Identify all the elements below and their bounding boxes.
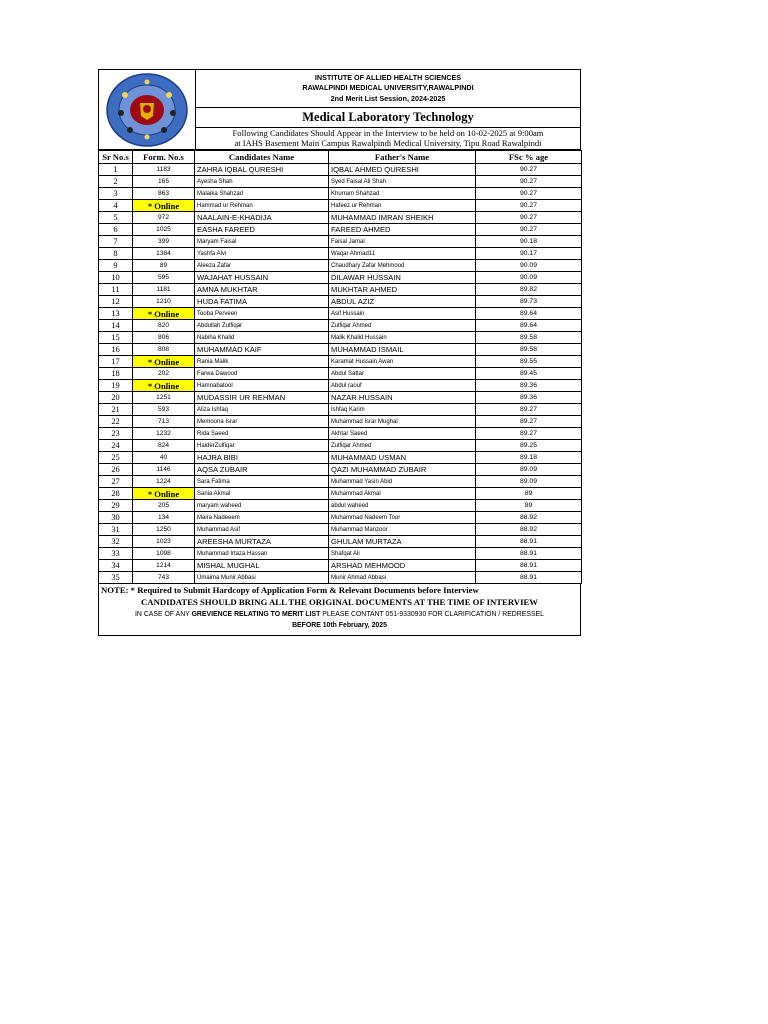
candidate-name-cell: Farwa Dawood (195, 368, 329, 380)
fsc-percentage-cell: 88.92 (476, 512, 582, 524)
table-row (99, 464, 582, 476)
form-no-cell: 1210 (133, 296, 195, 308)
sr-cell: 24 (99, 440, 133, 452)
table-row (99, 284, 582, 296)
instruction-line-2: at IAHS Basement Main Campus Rawalpindi Medical University, Tipu Road Rawalpindi (234, 137, 542, 148)
sr-cell: 22 (99, 416, 133, 428)
father-name-cell: Faisal Jamal (329, 236, 476, 248)
candidate-name-cell: Abdullah Zulfiqar (195, 320, 329, 332)
candidate-name-cell: Sara Fatima (195, 476, 329, 488)
father-name-cell: ARSHAD MEHMOOD (329, 560, 476, 572)
candidate-name-cell: Muhammad Asif (195, 524, 329, 536)
sr-cell: 15 (99, 332, 133, 344)
form-no-cell: 595 (133, 272, 195, 284)
column-header-father: Father's Name (329, 151, 476, 164)
father-name-cell: MUKHTAR AHMED (329, 284, 476, 296)
candidate-name-cell: HaiderZulfiqar (195, 440, 329, 452)
form-no-cell: 806 (133, 332, 195, 344)
fsc-percentage-cell: 89 (476, 488, 582, 500)
instruction-line-1: Following Candidates Should Appear in the Interview to be held on 10-02-2025 at 9:00am (232, 128, 544, 138)
form-no-cell: 202 (133, 368, 195, 380)
university-name: RAWALPINDI MEDICAL UNIVERSITY,RAWALPINDI (302, 83, 474, 93)
table-row (99, 212, 582, 224)
fsc-percentage-cell: 89 (476, 500, 582, 512)
father-name-cell: ABDUL AZIZ (329, 296, 476, 308)
table-row (99, 428, 582, 440)
fsc-percentage-cell: 88.91 (476, 560, 582, 572)
candidate-name-cell: HUDA FATIMA (195, 296, 329, 308)
father-name-cell: Chaudhary Zafar Mehmood (329, 260, 476, 272)
note-hardcopy: NOTE: * Required to Submit Hardcopy of Application Form & Relevant Documents before Interview (101, 585, 479, 595)
candidate-name-cell: NAALAIN-E-KHADIJA (195, 212, 329, 224)
form-no-cell: 1181 (133, 284, 195, 296)
sr-cell: 11 (99, 284, 133, 296)
table-row (99, 404, 582, 416)
fsc-percentage-cell: 89.45 (476, 368, 582, 380)
father-name-cell: Karamat Hussain Awan (329, 356, 476, 368)
candidate-name-cell: MISHAL MUGHAL (195, 560, 329, 572)
table-row (99, 368, 582, 380)
father-name-cell: Muhammad Manzoor (329, 524, 476, 536)
note-grievance (101, 609, 578, 620)
table-row (99, 416, 582, 428)
table-row (99, 548, 582, 560)
form-no-cell: 1232 (133, 428, 195, 440)
candidate-name-cell: AREESHA MURTAZA (195, 536, 329, 548)
notes-section (98, 584, 581, 636)
sr-cell: 21 (99, 404, 133, 416)
father-name-cell: Hafeez ur Rehman (329, 200, 476, 212)
sr-cell: 10 (99, 272, 133, 284)
form-no-cell: 205 (133, 500, 195, 512)
father-name-cell: Muhammad Nadeem Toor (329, 512, 476, 524)
merit-list-sheet (98, 69, 581, 636)
note-deadline: BEFORE 10th February, 2025 (292, 622, 387, 629)
candidate-name-cell: ZAHRA IQBAL QURESHI (195, 164, 329, 176)
candidate-name-cell: Muhammad Irtaza Hassan (195, 548, 329, 560)
sr-cell: 3 (99, 188, 133, 200)
father-name-cell: MUHAMMAD USMAN (329, 452, 476, 464)
merit-table (98, 150, 582, 584)
sr-cell: 4 (99, 200, 133, 212)
table-row (99, 308, 582, 320)
candidate-name-cell: Yashfa Alvi (195, 248, 329, 260)
form-no-cell: * Online (133, 308, 195, 320)
fsc-percentage-cell: 88.91 (476, 548, 582, 560)
candidate-name-cell: Nabiha Khalid (195, 332, 329, 344)
candidate-name-cell: Rida Saeed (195, 428, 329, 440)
form-no-cell: * Online (133, 200, 195, 212)
table-row (99, 536, 582, 548)
table-row (99, 572, 582, 584)
table-row (99, 440, 582, 452)
fsc-percentage-cell: 89.82 (476, 284, 582, 296)
father-name-cell: Waqar Ahmad11 (329, 248, 476, 260)
candidate-name-cell: Ayesha Shah (195, 176, 329, 188)
sr-cell: 7 (99, 236, 133, 248)
form-no-cell: 863 (133, 188, 195, 200)
form-no-cell: 1251 (133, 392, 195, 404)
table-header-row (99, 151, 582, 164)
fsc-percentage-cell: 90.09 (476, 272, 582, 284)
sr-cell: 30 (99, 512, 133, 524)
sr-cell: 2 (99, 176, 133, 188)
sr-cell: 8 (99, 248, 133, 260)
fsc-percentage-cell: 90.27 (476, 212, 582, 224)
form-no-cell: 1023 (133, 536, 195, 548)
father-name-cell: abdul waheed (329, 500, 476, 512)
fsc-percentage-cell: 89.27 (476, 416, 582, 428)
table-row (99, 164, 582, 176)
form-no-cell: 399 (133, 236, 195, 248)
form-no-cell: 1098 (133, 548, 195, 560)
father-name-cell: Abdul Sattar (329, 368, 476, 380)
fsc-percentage-cell: 90.17 (476, 248, 582, 260)
father-name-cell: Muhammad Yasin Abid (329, 476, 476, 488)
table-row (99, 392, 582, 404)
university-seal-icon (106, 73, 188, 147)
form-no-cell: 165 (133, 176, 195, 188)
note-original-documents: CANDIDATES SHOULD BRING ALL THE ORIGINAL DOCUMENTS AT THE TIME OF INTERVIEW (141, 597, 538, 607)
candidate-name-cell: Memoona Israr (195, 416, 329, 428)
candidate-name-cell: maryam waheed (195, 500, 329, 512)
note-grievance-prefix: IN CASE OF ANY (135, 611, 192, 618)
fsc-percentage-cell: 89.64 (476, 320, 582, 332)
table-row (99, 332, 582, 344)
table-row (99, 356, 582, 368)
table-row (99, 488, 582, 500)
father-name-cell: Akhtar Saeed (329, 428, 476, 440)
form-no-cell: 820 (133, 320, 195, 332)
candidate-name-cell: AMNA MUKHTAR (195, 284, 329, 296)
interview-instruction (196, 128, 580, 149)
father-name-cell: Asif Hussain (329, 308, 476, 320)
form-no-cell: 743 (133, 572, 195, 584)
fsc-percentage-cell: 89.27 (476, 404, 582, 416)
column-header-sr: Sr No.s (99, 151, 133, 164)
sr-cell: 18 (99, 368, 133, 380)
candidate-name-cell: Maira Nadeeem (195, 512, 329, 524)
candidate-name-cell: MUHAMMAD KAIF (195, 344, 329, 356)
fsc-percentage-cell: 90.27 (476, 164, 582, 176)
father-name-cell: Syed Faisal Ali Shah (329, 176, 476, 188)
table-row (99, 296, 582, 308)
fsc-percentage-cell: 89.58 (476, 332, 582, 344)
father-name-cell: Zulfiqar Ahmed (329, 320, 476, 332)
candidate-name-cell: EASHA FAREED (195, 224, 329, 236)
table-row (99, 452, 582, 464)
form-no-cell: 1224 (133, 476, 195, 488)
fsc-percentage-cell: 88.91 (476, 572, 582, 584)
sr-cell: 6 (99, 224, 133, 236)
candidate-name-cell: Aliza Ishfaq (195, 404, 329, 416)
father-name-cell: MUHAMMAD IMRAN SHEIKH (329, 212, 476, 224)
fsc-percentage-cell: 90.27 (476, 176, 582, 188)
logo-cell (99, 70, 196, 149)
father-name-cell: Zulfiqar Ahmed (329, 440, 476, 452)
form-no-cell: 593 (133, 404, 195, 416)
candidate-name-cell: Sania Akmal (195, 488, 329, 500)
table-row (99, 500, 582, 512)
fsc-percentage-cell: 90.27 (476, 224, 582, 236)
candidate-name-cell: Malaika Shahzad (195, 188, 329, 200)
sr-cell: 33 (99, 548, 133, 560)
candidate-name-cell: Aleeza Zafar (195, 260, 329, 272)
candidate-name-cell: Umaima Munir Abbasi (195, 572, 329, 584)
form-no-cell: 1384 (133, 248, 195, 260)
fsc-percentage-cell: 89.58 (476, 344, 582, 356)
form-no-cell: * Online (133, 488, 195, 500)
fsc-percentage-cell: 90.09 (476, 260, 582, 272)
father-name-cell: Ishfaq Karim (329, 404, 476, 416)
fsc-percentage-cell: 89.36 (476, 392, 582, 404)
note-grievance-suffix: PLEASE CONTANT 051-9330930 FOR CLARIFICATION / REDRESSEL (320, 611, 544, 618)
table-row (99, 176, 582, 188)
fsc-percentage-cell: 89.64 (476, 308, 582, 320)
father-name-cell: IQBAL AHMED QURESHI (329, 164, 476, 176)
column-header-form: Form. No.s (133, 151, 195, 164)
fsc-percentage-cell: 89.18 (476, 452, 582, 464)
candidate-name-cell: Hammad ur Rehman (195, 200, 329, 212)
fsc-percentage-cell: 89.09 (476, 476, 582, 488)
form-no-cell: 713 (133, 416, 195, 428)
sr-cell: 9 (99, 260, 133, 272)
form-no-cell: 808 (133, 344, 195, 356)
note-grievance-bold: GREVIENCE RELATING TO MERIT LIST (191, 611, 321, 618)
fsc-percentage-cell: 88.91 (476, 536, 582, 548)
fsc-percentage-cell: 89.25 (476, 440, 582, 452)
sr-cell: 13 (99, 308, 133, 320)
fsc-percentage-cell: 88.92 (476, 524, 582, 536)
form-no-cell: 1214 (133, 560, 195, 572)
father-name-cell: Khurram Shahzad (329, 188, 476, 200)
sr-cell: 26 (99, 464, 133, 476)
table-row (99, 224, 582, 236)
sr-cell: 25 (99, 452, 133, 464)
sr-cell: 32 (99, 536, 133, 548)
candidate-name-cell: Rania Malik (195, 356, 329, 368)
form-no-cell: 1183 (133, 164, 195, 176)
fsc-percentage-cell: 90.27 (476, 188, 582, 200)
sr-cell: 27 (99, 476, 133, 488)
sr-cell: 5 (99, 212, 133, 224)
sr-cell: 29 (99, 500, 133, 512)
father-name-cell: Muhammad Israr Mughal (329, 416, 476, 428)
father-name-cell: NAZAR HUSSAIN (329, 392, 476, 404)
fsc-percentage-cell: 89.36 (476, 380, 582, 392)
sr-cell: 1 (99, 164, 133, 176)
table-row (99, 524, 582, 536)
table-row (99, 272, 582, 284)
form-no-cell: 972 (133, 212, 195, 224)
sr-cell: 12 (99, 296, 133, 308)
table-row (99, 512, 582, 524)
form-no-cell: 824 (133, 440, 195, 452)
father-name-cell: QAZI MUHAMMAD ZUBAIR (329, 464, 476, 476)
table-row (99, 236, 582, 248)
father-name-cell: Abdul raouf (329, 380, 476, 392)
fsc-percentage-cell: 89.27 (476, 428, 582, 440)
fsc-percentage-cell: 89.55 (476, 356, 582, 368)
institute-block (196, 70, 580, 108)
sr-cell: 17 (99, 356, 133, 368)
form-no-cell: * Online (133, 380, 195, 392)
form-no-cell: 40 (133, 452, 195, 464)
form-no-cell: * Online (133, 356, 195, 368)
father-name-cell: GHULAM MURTAZA (329, 536, 476, 548)
column-header-fsc: FSc % age (476, 151, 582, 164)
sr-cell: 23 (99, 428, 133, 440)
form-no-cell: 89 (133, 260, 195, 272)
sr-cell: 14 (99, 320, 133, 332)
father-name-cell: MUHAMMAD ISMAIL (329, 344, 476, 356)
fsc-percentage-cell: 90.18 (476, 236, 582, 248)
candidate-name-cell: AQSA ZUBAIR (195, 464, 329, 476)
candidate-name-cell: Hamnabatool (195, 380, 329, 392)
sr-cell: 19 (99, 380, 133, 392)
father-name-cell: Muhammad Akmal (329, 488, 476, 500)
father-name-cell: DILAWAR HUSSAIN (329, 272, 476, 284)
sr-cell: 34 (99, 560, 133, 572)
father-name-cell: Malik Khalid Hussain (329, 332, 476, 344)
institute-name: INSTITUTE OF ALLIED HEALTH SCIENCES (314, 72, 462, 82)
column-header-name: Candidates Name (195, 151, 329, 164)
father-name-cell: FAREED AHMED (329, 224, 476, 236)
form-no-cell: 1025 (133, 224, 195, 236)
form-no-cell: 134 (133, 512, 195, 524)
sr-cell: 35 (99, 572, 133, 584)
father-name-cell: Munir Ahmad Abbasi (329, 572, 476, 584)
header-text (196, 70, 580, 149)
table-row (99, 476, 582, 488)
table-row (99, 320, 582, 332)
candidate-name-cell: HAJRA BIBI (195, 452, 329, 464)
program-title: Medical Laboratory Technology (196, 108, 580, 128)
sr-cell: 20 (99, 392, 133, 404)
father-name-cell: Shafqat Ali (329, 548, 476, 560)
candidate-name-cell: Maryam Faisal (195, 236, 329, 248)
table-row (99, 560, 582, 572)
candidate-name-cell: WAJAHAT HUSSAIN (195, 272, 329, 284)
fsc-percentage-cell: 89.73 (476, 296, 582, 308)
form-no-cell: 1146 (133, 464, 195, 476)
table-row (99, 344, 582, 356)
form-no-cell: 1250 (133, 524, 195, 536)
candidate-name-cell: Tooba Perveen (195, 308, 329, 320)
fsc-percentage-cell: 90.27 (476, 200, 582, 212)
candidate-name-cell: MUDASSIR UR REHMAN (195, 392, 329, 404)
fsc-percentage-cell: 89.09 (476, 464, 582, 476)
table-row (99, 260, 582, 272)
sr-cell: 31 (99, 524, 133, 536)
table-row (99, 200, 582, 212)
session-title: 2nd Merit List Session, 2024-2025 (330, 93, 446, 103)
table-row (99, 248, 582, 260)
header (98, 69, 581, 150)
table-row (99, 188, 582, 200)
sr-cell: 28 (99, 488, 133, 500)
sr-cell: 16 (99, 344, 133, 356)
table-row (99, 380, 582, 392)
